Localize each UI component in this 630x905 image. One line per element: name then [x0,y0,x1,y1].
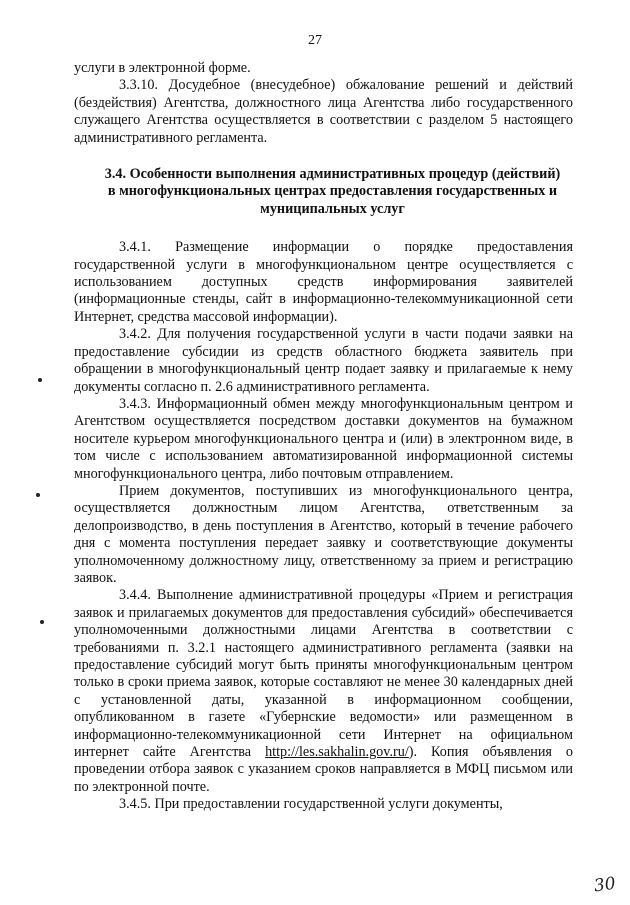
paragraph-3-4-1: 3.4.1. Размещение информации о порядке предоставления государственной услуги в многофункциональном центре осуществляется с использованием доступных средств информирования заявителей (информационные стенды, сайт в информационно-телекоммуникационной сети Интернет, средства массовой информации). [74,239,573,325]
margin-mark-dot [38,378,42,382]
document-body [74,60,573,814]
paragraph-document-reception: Прием документов, поступивших из многофункционального центра, осуществляется должностным лицом Агентства, ответственным за делопроизводство, в день поступления в Агентство, который в течение рабочего дня с момента поступления передает заявку и соответствующие документы уполномоченному должностному лицу, ответственному за прием и регистрацию заявок. [74,482,573,586]
paragraph-3-4-5: 3.4.5. При предоставлении государственной услуги документы, [119,796,503,813]
paragraph-continuation: услуги в электронной форме. [74,60,251,76]
paragraph-3-3-10: 3.3.10. Досудебное (внесудебное) обжалование решений и действий (бездействия) Агентства, должностного лица Агентства либо государственного служащего Агентства осуществляется в соответствии с разделом 5 настоящего административного регламента. [74,77,573,146]
paragraph-3-4-4-tail: ). Копия объявления о проведении отбора заявок с указанием сроков направляется в МФЦ письмом или по электронной почте. [74,744,573,795]
section-heading-3-4: 3.4. Особенности выполнения административных процедур (действий) в многофункциональных центрах предоставления государственных и муниципальных услуг [104,166,561,217]
paragraph-3-4-2: 3.4.2. Для получения государственной услуги в части подачи заявки на предоставление субсидии из средств областного бюджета заявитель при обращении в многофункциональный центр подает заявку и прилагаемые к нему документы согласно п. 2.6 административного регламента. [74,326,573,395]
handwritten-page-mark: 30 [592,873,617,897]
paragraph-3-4-4-text: 3.4.4. Выполнение административной процедуры «Прием и регистрация заявок и прилагаемых документов для предоставления субсидий» обеспечивается уполномоченными должностными лицами Агентства в соответствии с требованиями п. 3.2.1 настоящего административного регламента (заявки на предоставление субсидий могут быть приняты многофункциональным центром только в сроки приема заявок, которые составляют не менее 30 календарных дней с установленной даты, указанной в информационном сообщении, опубликованном в газете «Губернские ведомости» или размещенном в информационно-телекоммуникационной сети Интернет на официальном интернет сайте Агентства [74,587,573,761]
page-number: 27 [308,33,322,48]
agency-website-link[interactable]: http://les.sakhalin.gov.ru/ [265,744,409,761]
margin-mark-dot [40,620,44,624]
paragraph-3-4-4 [74,587,573,796]
paragraph-3-4-3: 3.4.3. Информационный обмен между многофункциональным центром и Агентством осуществляется посредством доставки документов на бумажном носителе курьером многофункционального центра и (или) в электронном виде, в том числе с использованием автоматизированной информационной системы многофункционального центра, либо почтовым отправлением. [74,395,573,482]
margin-mark-dot [36,493,40,497]
